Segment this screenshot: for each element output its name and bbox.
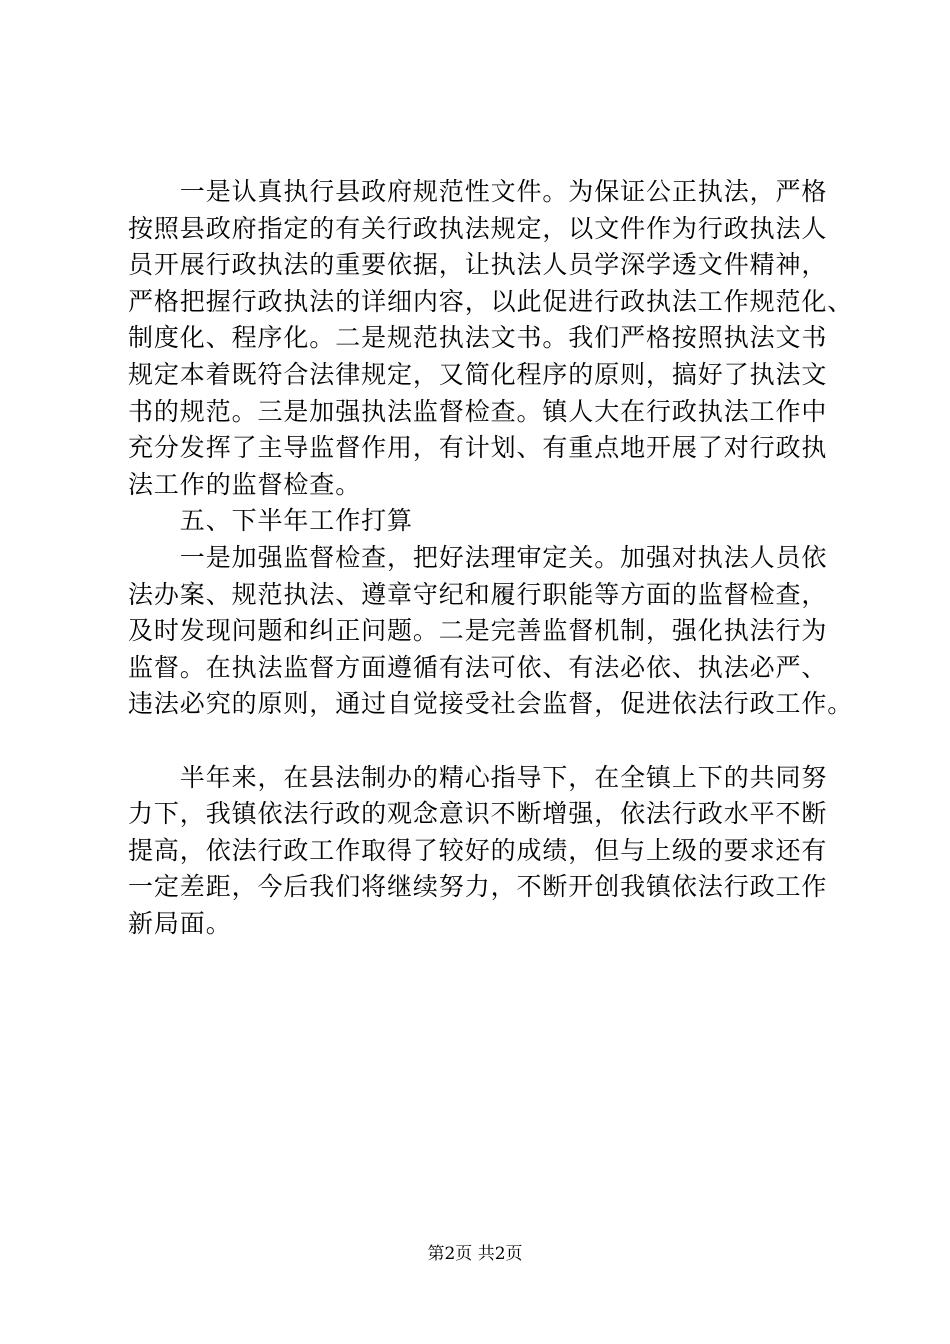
text-line: 违法必究的原则，通过自觉接受社会监督，促进依法行政工作。: [128, 689, 854, 719]
text-line: 新局面。: [128, 908, 232, 938]
text-line: 书的规范。三是加强执法监督检查。镇人大在行政执法工作中: [128, 396, 828, 426]
paragraph-gap: [128, 723, 848, 760]
text-line: 严格把握行政执法的详细内容，以此促进行政执法工作规范化、: [128, 286, 854, 316]
text-line: 监督。在执法监督方面遵循有法可依、有法必依、执法必严、: [128, 652, 828, 682]
text-line: 按照县政府指定的有关行政执法规定，以文件作为行政执法人: [128, 213, 828, 243]
text-line: 规定本着既符合法律规定，又简化程序的原则，搞好了执法文: [128, 359, 828, 389]
text-line: 法办案、规范执法、遵章守纪和履行职能等方面的监督检查，: [128, 579, 828, 609]
section-heading: 五、下半年工作打算: [128, 506, 413, 536]
text-line: 制度化、程序化。二是规范执法文书。我们严格按照执法文书: [128, 323, 828, 353]
text-line: 员开展行政执法的重要依据，让执法人员学深学透文件精神，: [128, 250, 828, 280]
text-line: 半年来，在县法制办的精心指导下，在全镇上下的共同努: [128, 762, 828, 792]
text-line: 提高，依法行政工作取得了较好的成绩，但与上级的要求还有: [128, 835, 828, 865]
text-line: 充分发挥了主导监督作用，有计划、有重点地开展了对行政执: [128, 433, 828, 463]
document-body: [128, 174, 854, 942]
page-footer: 第2页 共2页: [427, 1244, 523, 1264]
text-line: 一是加强监督检查，把好法理审定关。加强对执法人员依: [128, 542, 828, 572]
text-line: 及时发现问题和纠正问题。二是完善监督机制，强化执法行为: [128, 616, 828, 646]
text-line: 一是认真执行县政府规范性文件。为保证公正执法，严格: [128, 177, 828, 206]
text-line: 力下，我镇依法行政的观念意识不断增强，依法行政水平不断: [128, 799, 828, 829]
text-line: 一定差距，今后我们将继续努力，不断开创我镇依法行政工作: [128, 872, 828, 902]
text-line: 法工作的监督检查。: [128, 469, 362, 499]
